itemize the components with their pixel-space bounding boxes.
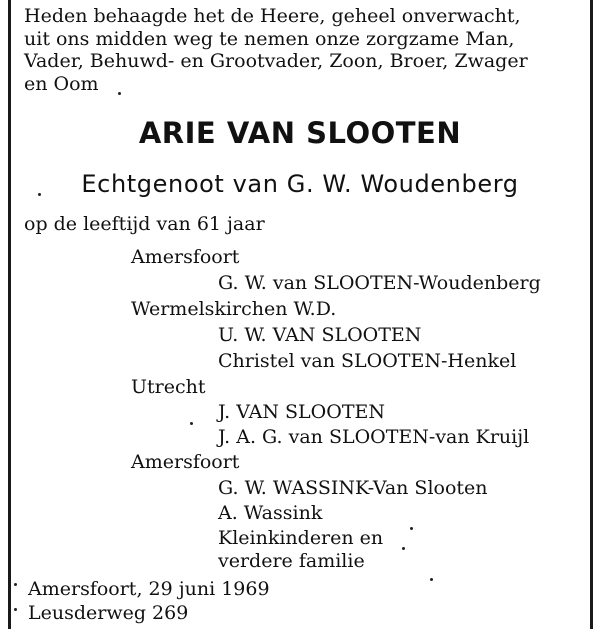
mourner-name: A. Wassink [218, 502, 323, 524]
ink-speck [410, 527, 413, 530]
deceased-name: ARIE VAN SLOOTEN [138, 116, 462, 150]
mourner-name: G. W. WASSINK-Van Slooten [218, 477, 488, 499]
ink-speck [38, 193, 41, 196]
intro-line: Vader, Behuwd- en Grootvader, Zoon, Broer, Zwager [24, 50, 528, 72]
mourner-place: Amersfoort [131, 246, 240, 268]
ink-speck [430, 578, 433, 581]
age-line: op de leeftijd van 61 jaar [24, 213, 265, 235]
mourner-name: J. VAN SLOOTEN [218, 401, 385, 423]
address: Leusderweg 269 [28, 602, 189, 624]
intro-line: Heden behaagde het de Heere, geheel onverwacht, [24, 5, 521, 27]
mourner-place: Utrecht [131, 376, 206, 398]
mourner-name: U. W. VAN SLOOTEN [218, 324, 422, 346]
ink-speck [14, 608, 17, 611]
intro-text [24, 5, 594, 95]
mourner-place: Amersfoort [131, 451, 240, 473]
mourner-name: verdere familie [218, 550, 365, 572]
place-date: Amersfoort, 29 juni 1969 [28, 578, 270, 600]
ink-speck [402, 547, 405, 550]
intro-line: uit ons midden weg te nemen onze zorgzame Man, [24, 27, 515, 50]
intro-line: en Oom [24, 72, 99, 95]
mourner-place: Wermelskirchen W.D. [131, 298, 337, 320]
ink-speck [14, 583, 17, 586]
mourner-name: J. A. G. van SLOOTEN-van Kruijl [218, 426, 530, 448]
mourner-name: Kleinkinderen en [218, 527, 384, 549]
mourner-name: Christel van SLOOTEN-Henkel [218, 350, 517, 372]
ink-speck [118, 92, 121, 95]
mourner-name: G. W. van SLOOTEN-Woudenberg [218, 272, 541, 294]
spouse-line: Echtgenoot van G. W. Woudenberg [81, 170, 519, 198]
ink-speck [190, 422, 193, 425]
